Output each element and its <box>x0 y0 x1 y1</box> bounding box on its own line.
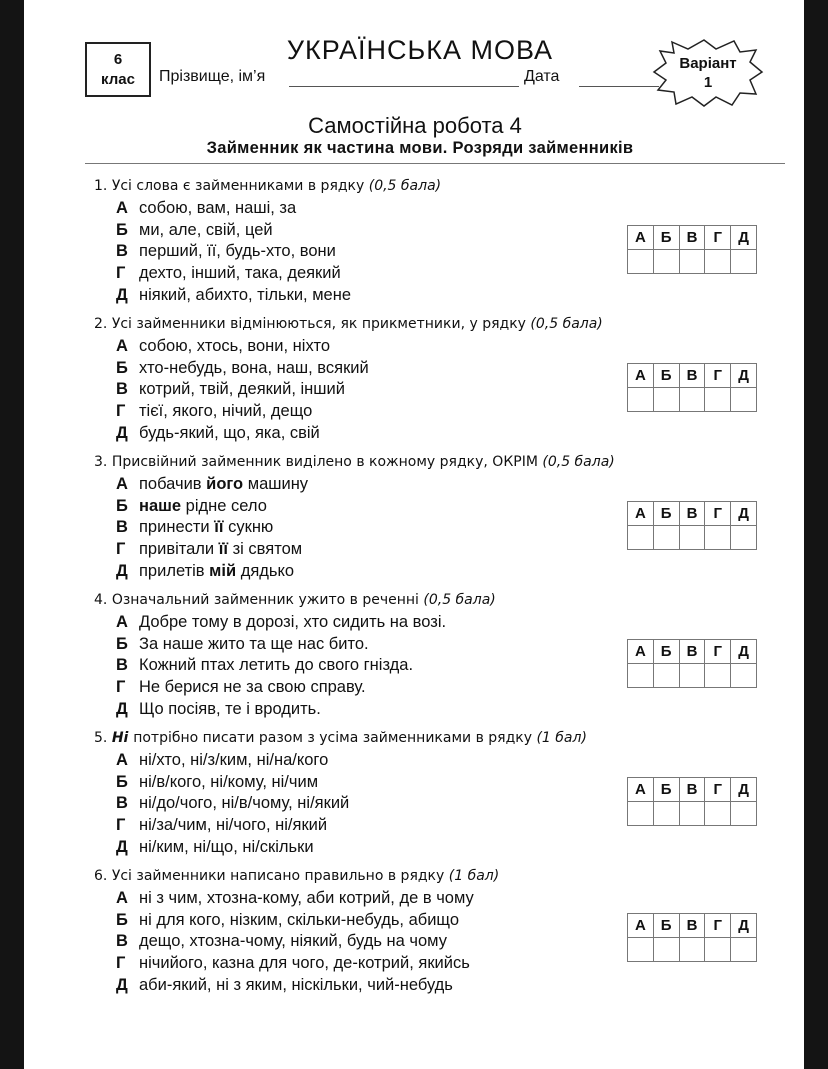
answer-grid-5 <box>627 777 757 826</box>
grade-number: 6 <box>113 51 123 68</box>
question-prompt <box>94 176 441 196</box>
question-points: (0,5 бала) <box>368 178 442 194</box>
question-3 <box>94 452 615 582</box>
answer-options <box>116 474 615 582</box>
question-number: 2. <box>94 316 112 332</box>
answer-options <box>116 750 587 858</box>
question-prompt <box>94 452 615 472</box>
answer-grid-cell[interactable] <box>653 526 679 550</box>
question-number: 4. <box>94 592 112 608</box>
highlighted-pronoun: його <box>206 475 244 493</box>
option-letter: В <box>116 794 128 813</box>
grade-label: клас <box>101 71 135 88</box>
option-text: принести <box>139 518 215 537</box>
question-text: Означальний займенник ужито в реченні <box>111 592 424 608</box>
option-text: рідне село <box>181 496 267 515</box>
answer-option[interactable] <box>116 953 499 975</box>
grade-box <box>85 42 151 97</box>
variant-badge <box>652 38 764 108</box>
question-text: потрібно писати разом з усіма займенниками в рядку <box>133 730 537 746</box>
answer-option[interactable] <box>116 699 496 721</box>
highlighted-pronoun: наше <box>139 496 182 515</box>
option-letter: Г <box>116 954 126 973</box>
answer-option[interactable] <box>116 474 615 496</box>
question-points: (0,5 бала) <box>423 592 496 608</box>
answer-option[interactable] <box>116 634 496 656</box>
option-letter: Б <box>116 910 128 929</box>
answer-grid-letter: Г <box>705 640 731 664</box>
answer-grid-header <box>628 914 757 938</box>
option-letter: А <box>116 889 128 907</box>
option-letter: Г <box>116 678 126 697</box>
answer-option[interactable] <box>116 975 499 997</box>
answer-grid-letter: В <box>679 226 705 250</box>
option-text: сукню <box>223 518 274 537</box>
answer-options <box>116 888 499 996</box>
answer-grid-letter: Г <box>705 502 731 526</box>
answer-grid-header <box>628 502 757 526</box>
answer-grid-letter: Г <box>705 914 731 938</box>
answer-grid-cell[interactable] <box>679 938 705 962</box>
option-text: котрий, твій, деякий, інший <box>139 380 345 399</box>
option-letter: А <box>116 751 128 769</box>
variant-label: Варіант <box>679 55 737 72</box>
option-letter: Г <box>116 540 126 559</box>
answer-grid-cell[interactable] <box>731 938 757 962</box>
answer-option[interactable] <box>116 815 587 837</box>
option-text: привітали <box>139 540 219 559</box>
answer-grid-letter: А <box>628 914 654 938</box>
question-points: (1 бал) <box>448 868 500 884</box>
highlighted-pronoun: її <box>214 518 224 537</box>
answer-options <box>116 612 496 720</box>
option-text: ні для кого, нізким, скільки-небудь, абищо <box>139 910 459 929</box>
question-prompt <box>94 590 496 610</box>
option-text: дехто, інший, така, деякий <box>139 264 341 283</box>
answer-grid-cell[interactable] <box>731 388 757 412</box>
question-points: (0,5 бала) <box>530 316 603 332</box>
answer-option[interactable] <box>116 612 496 634</box>
answer-grid-letter: Г <box>705 778 731 802</box>
answer-grid-cell[interactable] <box>628 664 654 688</box>
answer-grid-letter: Б <box>653 226 679 250</box>
answer-grid-marks <box>628 250 757 274</box>
answer-option[interactable] <box>116 539 615 561</box>
answer-grid-cell[interactable] <box>653 802 679 826</box>
option-letter: Б <box>116 358 128 377</box>
highlighted-pronoun: мій <box>209 561 237 580</box>
answer-option[interactable] <box>116 285 441 307</box>
answer-option[interactable] <box>116 220 441 242</box>
answer-grid-cell[interactable] <box>679 664 705 688</box>
answer-option[interactable] <box>116 496 615 518</box>
name-field-line[interactable] <box>289 86 519 87</box>
question-2 <box>94 314 603 444</box>
question-4 <box>94 590 496 720</box>
answer-grid-header <box>628 226 757 250</box>
answer-grid-letter: В <box>679 778 705 802</box>
question-text: Присвійний займенник виділено в кожному рядку, ОКРІМ <box>111 454 543 470</box>
question-1 <box>94 176 441 306</box>
answer-grid-letter: Г <box>705 226 731 250</box>
answer-grid-letter: Б <box>653 364 679 388</box>
answer-grid-2 <box>627 363 757 412</box>
option-letter: Д <box>116 975 128 994</box>
answer-option[interactable] <box>116 837 587 859</box>
answer-grid-6 <box>627 913 757 962</box>
question-text: Усі займенники написано правильно в рядку <box>111 868 449 884</box>
name-label: Прізвище, ім’я <box>159 68 266 85</box>
option-letter: Д <box>116 561 128 580</box>
answer-grid-cell[interactable] <box>705 664 731 688</box>
option-text: ні/до/чого, ні/в/чому, ні/який <box>139 794 350 813</box>
answer-grid-letter: А <box>628 364 654 388</box>
answer-grid-letter: А <box>628 778 654 802</box>
option-text: ніякий, абихто, тільки, мене <box>139 285 352 304</box>
option-letter: А <box>116 199 128 217</box>
option-letter: Б <box>116 496 128 515</box>
answer-option[interactable] <box>116 750 587 772</box>
answer-grid-letter: Д <box>731 226 757 250</box>
answer-grid-4 <box>627 639 757 688</box>
option-text: ні/ким, ні/що, ні/скільки <box>139 837 314 856</box>
answer-grid-cell[interactable] <box>705 938 731 962</box>
answer-grid-cell[interactable] <box>628 802 654 826</box>
answer-grid-cell[interactable] <box>705 802 731 826</box>
option-text: ми, але, свій, цей <box>139 220 273 239</box>
answer-grid-marks <box>628 802 757 826</box>
answer-grid-cell[interactable] <box>679 388 705 412</box>
option-letter: Б <box>116 772 128 791</box>
answer-grid-marks <box>628 664 757 688</box>
answer-option[interactable] <box>116 358 603 380</box>
answer-grid-cell[interactable] <box>653 664 679 688</box>
option-text: собою, вам, наші, за <box>139 199 297 217</box>
option-letter: В <box>116 380 128 399</box>
option-letter: Д <box>116 837 128 856</box>
answer-grid-cell[interactable] <box>628 388 654 412</box>
answer-option[interactable] <box>116 241 441 263</box>
answer-grid-letter: Б <box>653 778 679 802</box>
answer-grid-letter: Б <box>653 640 679 664</box>
answer-option[interactable] <box>116 931 499 953</box>
answer-option[interactable] <box>116 336 603 358</box>
option-text: ні/хто, ні/з/ким, ні/на/кого <box>139 751 329 769</box>
option-letter: Б <box>116 634 128 653</box>
answer-grid-letter: Г <box>705 364 731 388</box>
answer-grid-letter: В <box>679 364 705 388</box>
date-field-line[interactable] <box>579 86 659 87</box>
answer-grid-cell[interactable] <box>679 526 705 550</box>
option-letter: Д <box>116 699 128 718</box>
option-text: зі святом <box>228 540 303 559</box>
answer-option[interactable] <box>116 561 615 583</box>
option-text: машину <box>243 475 309 493</box>
answer-grid-letter: Д <box>731 914 757 938</box>
option-text: ні/в/кого, ні/кому, ні/чим <box>139 772 319 791</box>
answer-grid-letter: Д <box>731 502 757 526</box>
option-letter: А <box>116 613 128 631</box>
work-subtitle: Займенник як частина мови. Розряди займенників <box>206 139 634 157</box>
question-number: 1. <box>94 178 112 194</box>
option-text: За наше жито та ще нас бито. <box>139 634 369 653</box>
highlighted-pronoun: її <box>218 540 229 559</box>
answer-option[interactable] <box>116 423 603 445</box>
answer-grid-header <box>628 778 757 802</box>
option-text: дещо, хтозна-чому, ніякий, будь на чому <box>139 932 447 951</box>
question-text: Усі займенники відмінюються, як прикметники, у рядку <box>111 316 531 332</box>
answer-grid-letter: Б <box>653 502 679 526</box>
question-points: (1 бал) <box>536 730 587 746</box>
option-text: тієї, якого, нічий, дещо <box>139 402 313 421</box>
answer-grid-3 <box>627 501 757 550</box>
option-text: побачив <box>139 475 207 493</box>
answer-grid-cell[interactable] <box>628 526 654 550</box>
answer-option[interactable] <box>116 655 496 677</box>
option-text: Не берися не за свою справу. <box>139 678 366 697</box>
option-letter: В <box>116 656 128 675</box>
work-title: Самостійна робота 4 <box>308 113 522 138</box>
answer-grid-header <box>628 640 757 664</box>
answer-grid-letter: А <box>628 226 654 250</box>
answer-grid-cell[interactable] <box>705 250 731 274</box>
option-letter: А <box>116 337 128 355</box>
answer-grid-cell[interactable] <box>705 526 731 550</box>
option-text: собою, хтось, вони, ніхто <box>139 337 331 355</box>
option-text: Що посіяв, те і вродить. <box>139 699 321 718</box>
question-prompt <box>94 866 499 886</box>
answer-option[interactable] <box>116 401 603 423</box>
option-text: нічийого, казна для чого, де-котрий, якийсь <box>139 954 470 973</box>
date-label: Дата <box>524 68 560 85</box>
answer-grid-cell[interactable] <box>653 250 679 274</box>
answer-grid-marks <box>628 938 757 962</box>
option-letter: Д <box>116 423 128 442</box>
option-text: дядько <box>236 561 295 580</box>
option-letter: Г <box>116 264 126 283</box>
option-text: Добре тому в дорозі, хто сидить на возі. <box>139 613 447 631</box>
answer-options <box>116 336 603 444</box>
answer-grid-marks <box>628 388 757 412</box>
header-divider <box>85 163 785 164</box>
answer-grid-cell[interactable] <box>628 250 654 274</box>
answer-grid-letter: А <box>628 502 654 526</box>
option-text: ні з чим, хтозна-кому, аби котрий, де в чому <box>139 889 474 907</box>
option-text: аби-який, ні з яким, ніскільки, чий-небудь <box>139 975 453 994</box>
option-text: будь-який, що, яка, свій <box>139 423 320 442</box>
answer-grid-cell[interactable] <box>653 388 679 412</box>
answer-options <box>116 198 441 306</box>
answer-grid-cell[interactable] <box>705 388 731 412</box>
option-letter: А <box>116 475 128 493</box>
option-text: Кожний птах летить до свого гнізда. <box>139 656 414 675</box>
option-text: ні/за/чим, ні/чого, ні/який <box>139 816 328 835</box>
answer-grid-letter: Д <box>731 640 757 664</box>
answer-grid-cell[interactable] <box>731 250 757 274</box>
answer-grid-letter: Д <box>731 778 757 802</box>
question-number: 6. <box>94 868 112 884</box>
question-5 <box>94 728 587 858</box>
answer-grid-marks <box>628 526 757 550</box>
variant-number: 1 <box>703 74 713 91</box>
answer-grid-letter: Б <box>653 914 679 938</box>
option-letter: Д <box>116 285 128 304</box>
question-prompt <box>94 314 603 334</box>
answer-grid-cell[interactable] <box>653 938 679 962</box>
option-letter: В <box>116 932 128 951</box>
option-letter: В <box>116 518 128 537</box>
option-letter: Г <box>116 402 126 421</box>
question-prompt <box>94 728 587 748</box>
answer-grid-cell[interactable] <box>679 802 705 826</box>
answer-grid-cell[interactable] <box>679 250 705 274</box>
option-text: хто-небудь, вона, наш, всякий <box>139 358 369 377</box>
question-keyword: Ні <box>111 730 134 746</box>
answer-option[interactable] <box>116 379 603 401</box>
answer-option[interactable] <box>116 517 615 539</box>
question-number: 3. <box>94 454 112 470</box>
question-number: 5. <box>94 730 112 746</box>
answer-grid-cell[interactable] <box>731 664 757 688</box>
answer-grid-letter: Д <box>731 364 757 388</box>
answer-grid-cell[interactable] <box>628 938 654 962</box>
answer-option[interactable] <box>116 198 441 220</box>
option-letter: Б <box>116 220 128 239</box>
answer-grid-header <box>628 364 757 388</box>
question-6 <box>94 866 499 996</box>
answer-option[interactable] <box>116 793 587 815</box>
answer-option[interactable] <box>116 888 499 910</box>
answer-grid-cell[interactable] <box>731 526 757 550</box>
subject-title: УКРАЇНСЬКА МОВА <box>286 35 554 65</box>
answer-grid-letter: В <box>679 914 705 938</box>
option-text: прилетів <box>139 561 210 580</box>
answer-option[interactable] <box>116 910 499 932</box>
answer-option[interactable] <box>116 772 587 794</box>
question-text: Усі слова є займенниками в рядку <box>111 178 369 194</box>
answer-grid-letter: В <box>679 502 705 526</box>
answer-option[interactable] <box>116 263 441 285</box>
option-text: перший, її, будь-хто, вони <box>139 242 336 261</box>
option-letter: В <box>116 242 128 261</box>
answer-grid-letter: В <box>679 640 705 664</box>
answer-grid-1 <box>627 225 757 274</box>
option-letter: Г <box>116 816 126 835</box>
answer-option[interactable] <box>116 677 496 699</box>
question-points: (0,5 бала) <box>542 454 615 470</box>
answer-grid-cell[interactable] <box>731 802 757 826</box>
answer-grid-letter: А <box>628 640 654 664</box>
